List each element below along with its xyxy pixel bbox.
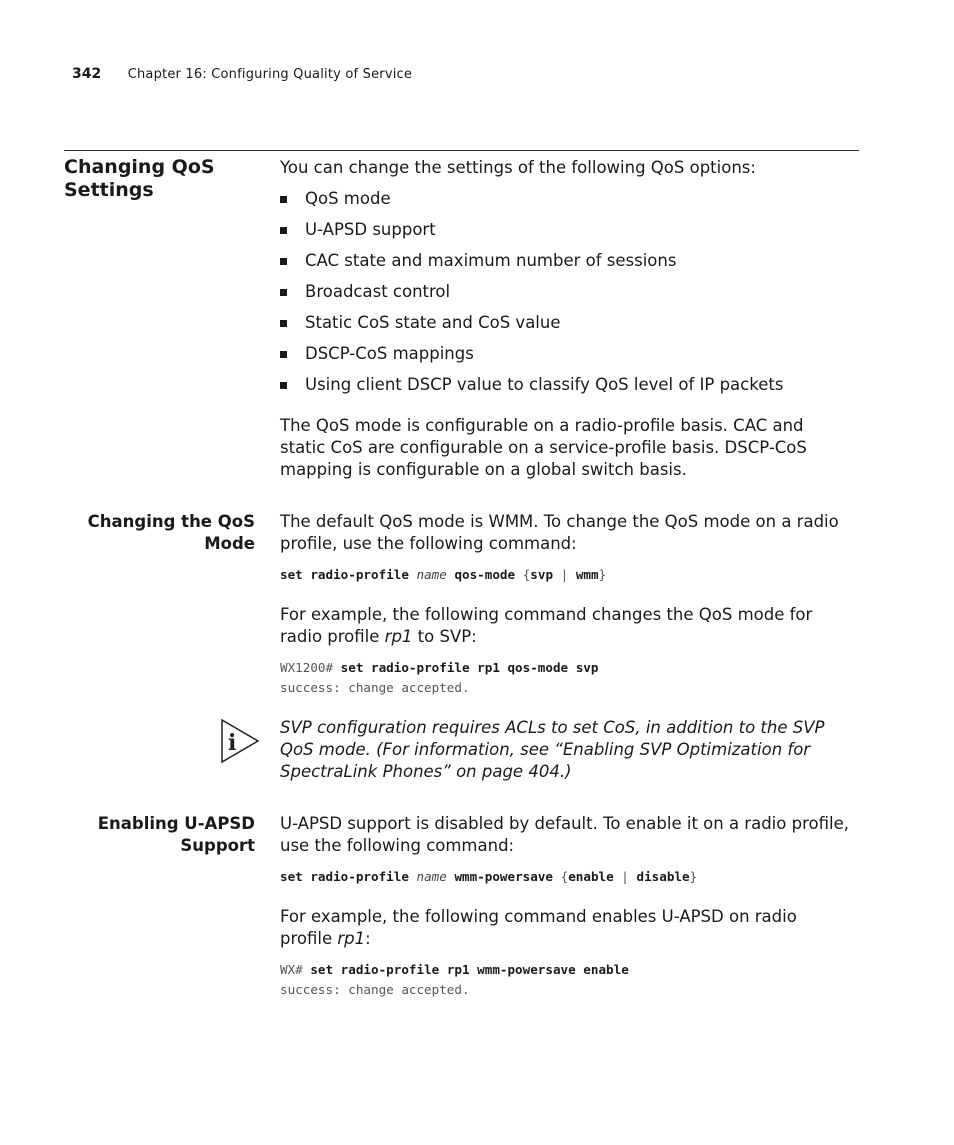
section-heading-changing-qos-settings: Changing QoS Settings	[64, 156, 215, 201]
section-heading-enabling-u-apsd: Enabling U-APSD Support	[97, 814, 255, 855]
bullet-icon	[280, 227, 287, 234]
qos-mode-example: WX1200# set radio-profile rp1 qos-mode svp success: change accepted.	[280, 660, 599, 695]
list-item: Using client DSCP value to classify QoS level of IP packets	[280, 373, 860, 404]
bullet-icon	[280, 382, 287, 389]
section1-intro: You can change the settings of the following QoS options:	[280, 158, 756, 177]
bullet-icon	[280, 320, 287, 327]
section1-paragraph: The QoS mode is configurable on a radio-profile basis. CAC and static CoS are configurable on a service-profile basis. DSCP-CoS mapping is configurable on a global switch basis.	[280, 416, 807, 479]
bullet-icon	[280, 196, 287, 203]
section2-intro: The default QoS mode is WMM. To change the QoS mode on a radio profile, use the following command:	[280, 512, 839, 553]
list-item: Broadcast control	[280, 280, 860, 311]
section3-intro: U-APSD support is disabled by default. To enable it on a radio profile, use the following command:	[280, 814, 849, 855]
qos-options-list	[280, 187, 860, 404]
bullet-icon	[280, 258, 287, 265]
bullet-icon	[280, 289, 287, 296]
list-item: DSCP-CoS mappings	[280, 342, 860, 373]
list-item: CAC state and maximum number of sessions	[280, 249, 860, 280]
list-item: U-APSD support	[280, 218, 860, 249]
section-heading-changing-qos-mode: Changing the QoS Mode	[87, 512, 255, 553]
list-item: Static CoS state and CoS value	[280, 311, 860, 342]
section3-example-text: For example, the following command enables U-APSD on radio profile rp1:	[280, 907, 797, 948]
svp-note: SVP configuration requires ACLs to set CoS, in addition to the SVP QoS mode. (For information, see “Enabling SVP Optimization for SpectraLink Phones” on page 404.)	[280, 718, 825, 781]
svg-text:i: i	[228, 730, 237, 756]
section2-example-text: For example, the following command changes the QoS mode for radio profile rp1 to SVP:	[280, 605, 813, 646]
page-number: 342	[72, 66, 102, 82]
qos-mode-syntax: set radio-profile name qos-mode {svp | wmm}	[280, 567, 607, 582]
u-apsd-syntax: set radio-profile name wmm-powersave {enable | disable}	[280, 869, 698, 884]
section-rule	[64, 150, 859, 151]
info-icon	[220, 718, 260, 764]
running-header	[72, 66, 412, 82]
bullet-icon	[280, 351, 287, 358]
list-item: QoS mode	[280, 187, 860, 218]
chapter-title: Chapter 16: Configuring Quality of Service	[127, 67, 413, 82]
u-apsd-example: WX# set radio-profile rp1 wmm-powersave enable success: change accepted.	[280, 962, 629, 997]
